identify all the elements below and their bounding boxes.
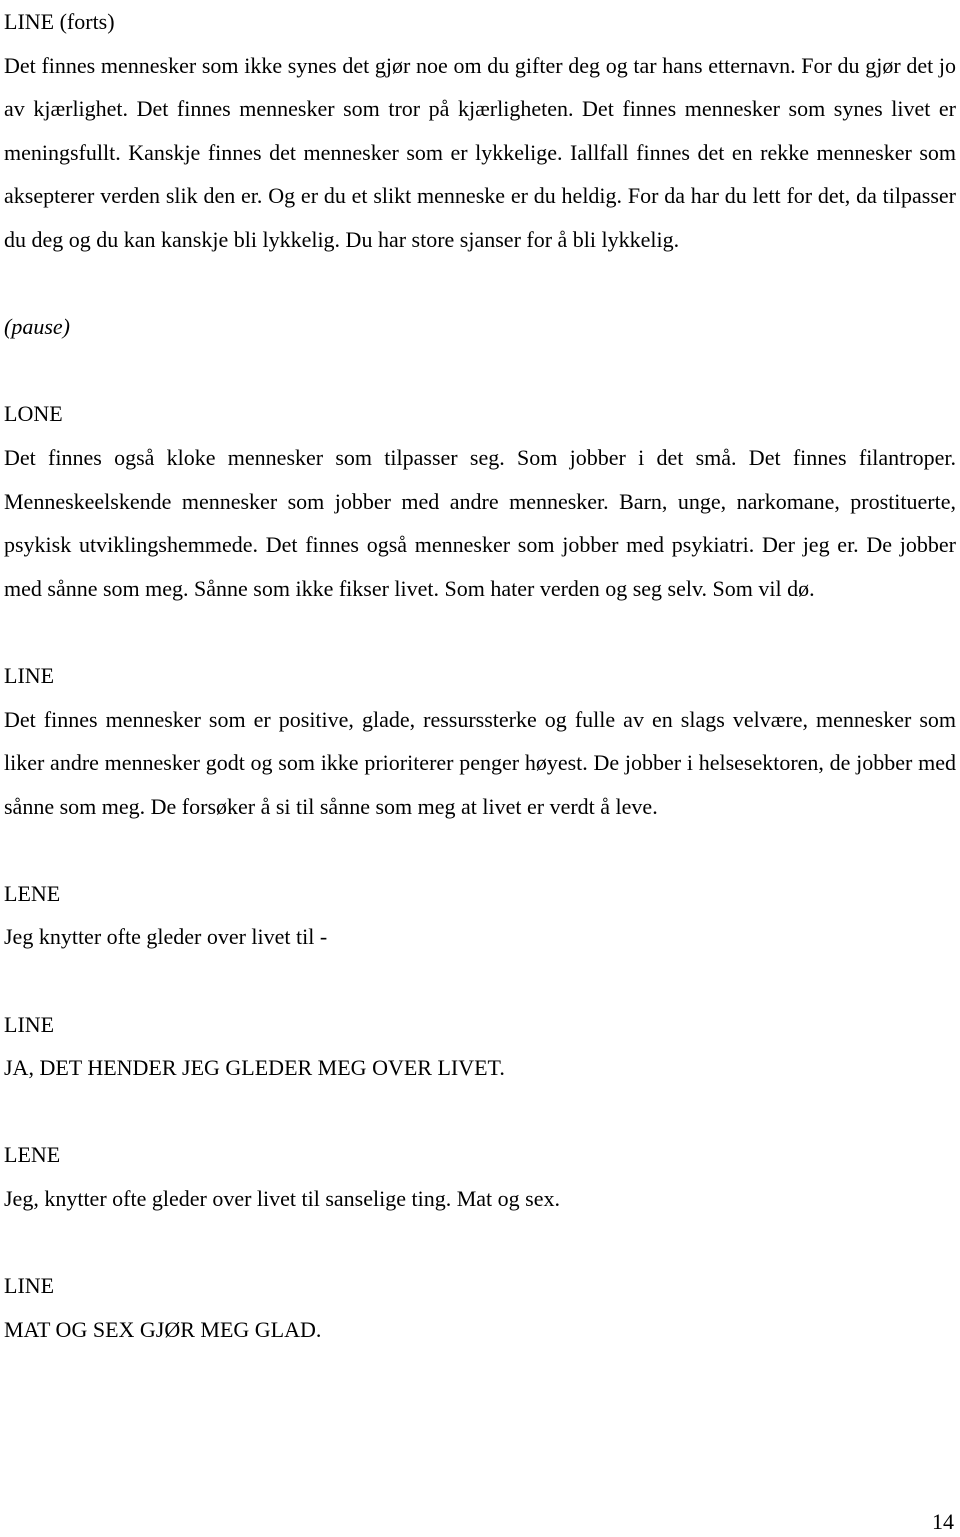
speaker-name: LINE xyxy=(4,1011,55,1037)
dialogue-block xyxy=(4,392,956,610)
paragraph-spacer xyxy=(4,1090,956,1134)
speaker-name: LINE xyxy=(4,1273,55,1299)
dialogue-text: JA, DET HENDER JEG GLEDER MEG OVER LIVET. xyxy=(4,1055,505,1081)
paragraph-spacer xyxy=(4,262,956,306)
speaker-name: LONE xyxy=(4,401,63,427)
dialogue-block xyxy=(4,1264,956,1351)
manuscript-page xyxy=(4,0,956,1351)
dialogue-text: Jeg knytter ofte gleder over livet til - xyxy=(4,924,328,950)
paragraph-spacer xyxy=(4,959,956,1003)
page-number: 14 xyxy=(932,1509,954,1534)
stage-direction: (pause) xyxy=(4,314,70,340)
speaker-name: LENE xyxy=(4,880,61,906)
dialogue-block xyxy=(4,1133,956,1220)
paragraph-spacer xyxy=(4,610,956,654)
speaker-name: LINE xyxy=(4,662,55,688)
dialogue-text: Det finnes også kloke mennesker som tilpasser seg. Som jobber i det små. Det finnes filantroper. Menneskeelskende mennesker som jobber med andre mennesker. Barn, unge, narkomane, prostituerte, psykisk utviklingshemmede. Det finnes også mennesker som jobber med psykiatri. Der jeg er. De jobber med sånne som meg. Sånne som ikke fikser livet. Som hater verden og seg selv. Som vil dø. xyxy=(4,444,956,601)
dialogue-block xyxy=(4,1003,956,1090)
dialogue-block xyxy=(4,654,956,828)
speaker-name: LINE (forts) xyxy=(4,9,115,34)
dialogue-text: Det finnes mennesker som er positive, glade, ressurssterke og fulle av en slags velvære, mennesker som liker andre mennesker godt og som ikke prioriterer penger høyest. De jobber i helsesektoren, de jobber med sånne som meg. De forsøker å si til sånne som meg at livet er verdt å leve. xyxy=(4,706,956,819)
dialogue-text: Jeg, knytter ofte gleder over livet til sanselige ting. Mat og sex. xyxy=(4,1186,560,1212)
paragraph-spacer xyxy=(4,828,956,872)
dialogue-text: Det finnes mennesker som ikke synes det gjør noe om du gifter deg og tar hans etternavn. For du gjør det jo av kjærlighet. Det finnes mennesker som tror på kjærligheten. Det finnes mennesker som synes livet er meningsfullt. Kanskje finnes det mennesker som er lykkelige. Iallfall finnes det en rekke mennesker som aksepterer verden slik den er. Og er du et slikt menneske er du heldig. For da har du lett for det, da tilpasser du deg og du kan kanskje bli lykkelig. Du har store sjanser for å bli lykkelig. xyxy=(4,52,956,252)
dialogue-text: MAT OG SEX GJØR MEG GLAD. xyxy=(4,1316,322,1342)
paragraph-spacer xyxy=(4,349,956,393)
dialogue-block xyxy=(4,0,956,262)
dialogue-block xyxy=(4,872,956,959)
speaker-name: LENE xyxy=(4,1142,61,1168)
paragraph-spacer xyxy=(4,1221,956,1265)
stage-direction-block xyxy=(4,305,956,349)
